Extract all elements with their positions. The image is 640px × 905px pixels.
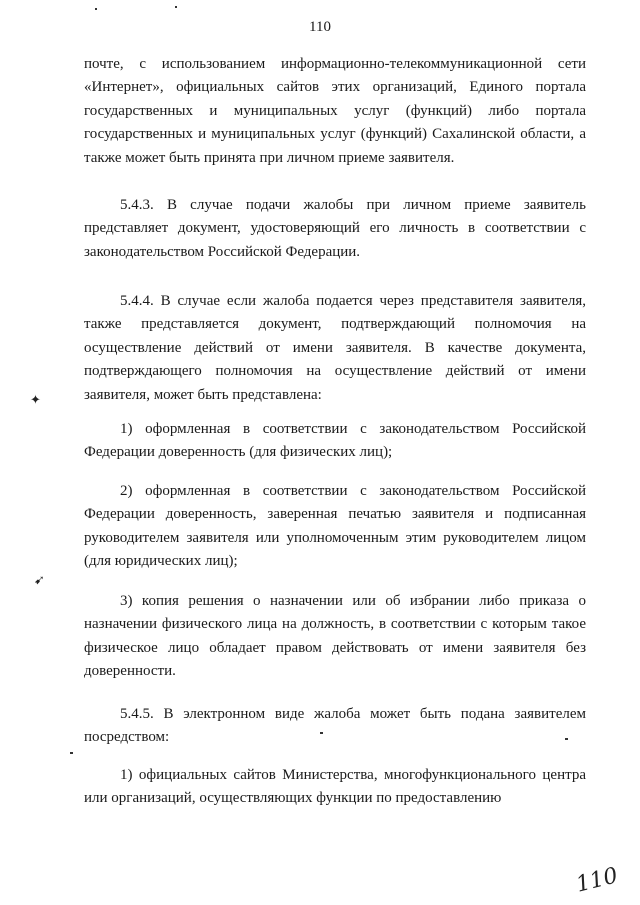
handwritten-page-number: 110 (573, 863, 621, 898)
scan-speck (95, 8, 97, 10)
list-item-2: 2) оформленная в соответствии с законодательством Российской Федерации доверенность, заверенная печатью заявителя и подписанная руководителем заявителя или уполномоченным этим руководителем лицом (для юридических лиц); (84, 483, 586, 570)
margin-mark-icon: ➹ (34, 572, 45, 587)
paragraph-5-4-5: 5.4.5. В электронном виде жалоба может быть подана заявителем посредством: (84, 706, 586, 746)
margin-mark-icon: ✦ (30, 392, 41, 407)
paragraph-continuation: почте, с использованием информационно-телекоммуникационной сети «Интернет», официальных сайтов этих организаций, Единого портала государственных и муниципальных услуг (функций) либо портала государственных и муниципальных услуг (функций) Сахалинской области, а также может быть принята при личном приеме заявителя. (84, 56, 586, 166)
list-item-3: 3) копия решения о назначении или об избрании либо приказа о назначении физического лица на должность, в соответствии с которым такое физическое лицо обладает правом действовать от имени заявителя без доверенности. (84, 593, 586, 680)
list-item-1: 1) оформленная в соответствии с законодательством Российской Федерации доверенность (для физических лиц); (84, 421, 586, 461)
page-number: 110 (309, 19, 331, 35)
scan-speck (320, 732, 323, 734)
scan-speck (175, 6, 177, 8)
scan-speck (565, 738, 568, 740)
list-item-electronic-1: 1) официальных сайтов Министерства, многофункционального центра или организаций, осуществляющих функции по предоставлению (84, 767, 586, 807)
paragraph-5-4-4: 5.4.4. В случае если жалоба подается через представителя заявителя, также представляется документ, подтверждающий полномочия на осуществление действий от имени заявителя. В качестве документа, подтверждающего полномочия на осуществление действий от имени заявителя, может быть представлена: (84, 293, 586, 403)
scan-speck (70, 752, 73, 754)
paragraph-5-4-3: 5.4.3. В случае подачи жалобы при личном приеме заявитель представляет документ, удостоверяющий его личность в соответствии с законодательством Российской Федерации. (84, 197, 586, 260)
